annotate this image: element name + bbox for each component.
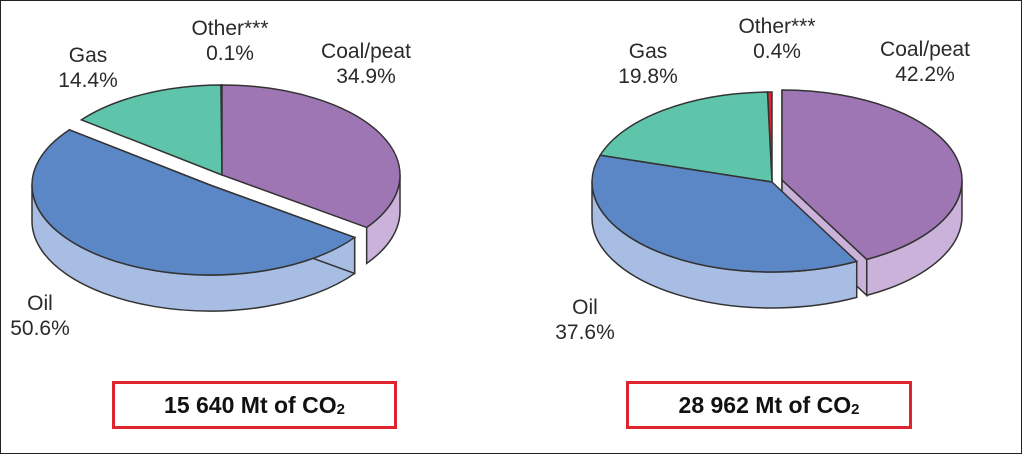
slice-value-other: 0.1% (206, 42, 254, 65)
slice-value-gas: 19.8% (618, 65, 678, 88)
slice-value-oil: 37.6% (555, 321, 615, 344)
slice-label-other: Other*** (738, 15, 816, 38)
slice-value-other: 0.4% (753, 40, 801, 63)
slice-label-coal-peat: Coal/peat (321, 40, 411, 63)
total-emissions-text-1: 15 640 Mt of CO (164, 391, 337, 418)
pie-chart-2 (555, 15, 970, 344)
slice-label-oil: Oil (27, 292, 53, 315)
slice-value-coal-peat: 42.2% (895, 63, 955, 86)
slice-label-coal-peat: Coal/peat (880, 38, 970, 61)
slice-label-other: Other*** (191, 17, 269, 40)
slice-label-gas: Gas (68, 44, 108, 67)
slice-value-oil: 50.6% (10, 317, 70, 340)
total-emissions-box-2 (626, 381, 912, 429)
slice-value-coal-peat: 34.9% (336, 65, 396, 88)
slice-value-gas: 14.4% (58, 69, 118, 92)
total-emissions-box-1 (112, 381, 397, 429)
total-emissions-text-2: 28 962 Mt of CO (678, 391, 852, 418)
total-emissions-subscript-1: 2 (336, 400, 345, 418)
total-emissions-subscript-2: 2 (851, 400, 860, 418)
slice-label-gas: Gas (628, 40, 668, 63)
slice-label-oil: Oil (572, 296, 598, 319)
pie-chart-1 (10, 17, 411, 340)
